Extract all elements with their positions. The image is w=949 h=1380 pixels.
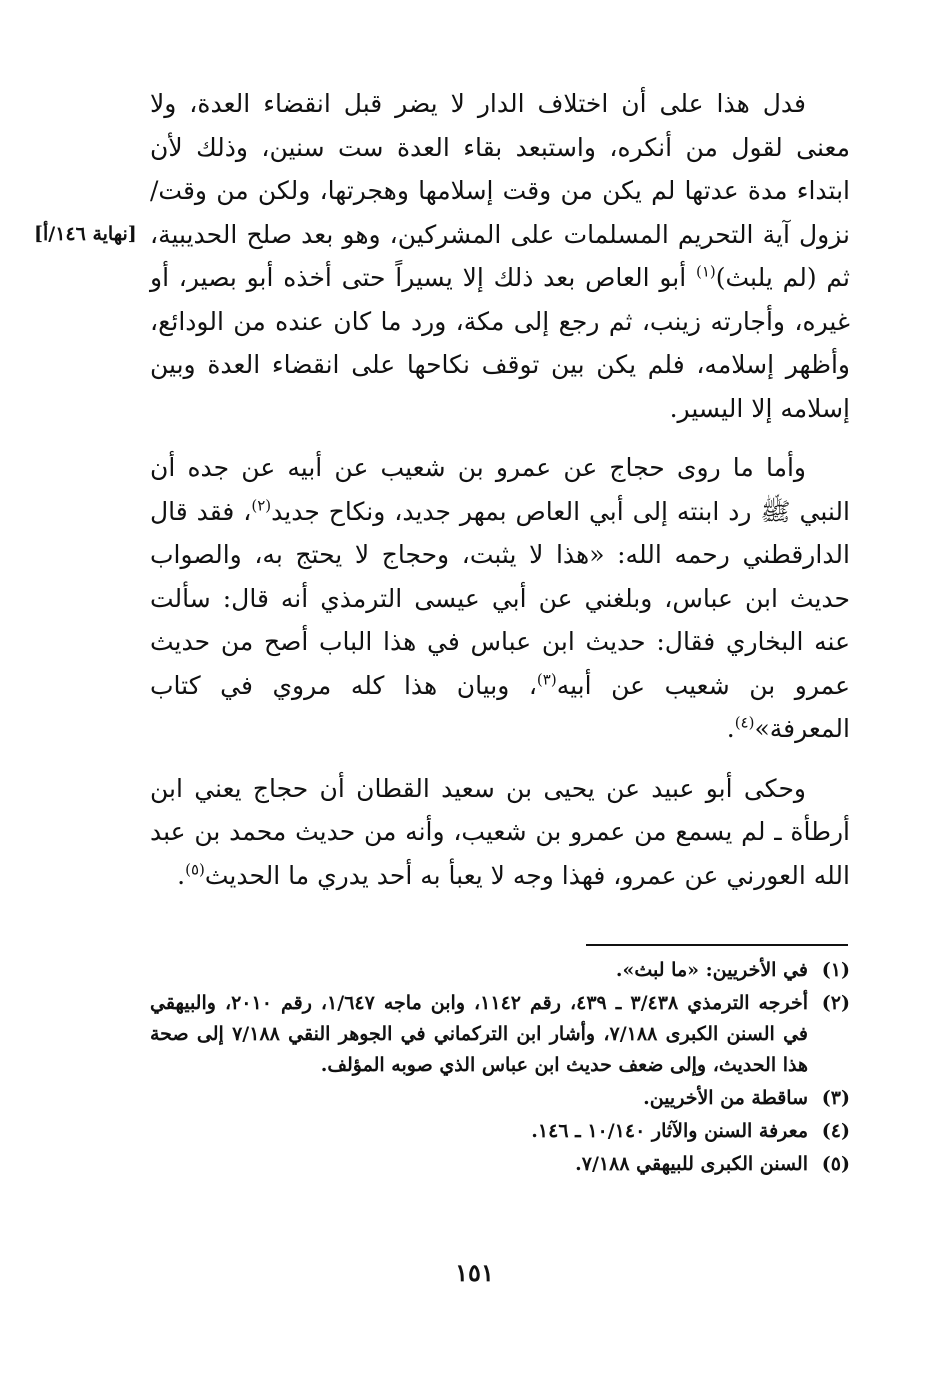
paragraph-1 bbox=[150, 82, 850, 430]
footnote-ref-5[interactable]: (٥) bbox=[185, 860, 205, 879]
footnote-number: (٤) bbox=[821, 1120, 850, 1142]
footnotes bbox=[150, 955, 850, 1182]
paragraph-2-text-c: ، وبيان هذا كله مروي في كتاب المعرفة» bbox=[150, 670, 850, 743]
paragraph-2-text-d: . bbox=[726, 714, 735, 743]
paragraph-1-text-b: أبو العاص بعد ذلك إلا يسيراً حتى أخذه أبو بصير، أو غيره، وأجارته زينب، ثم رجع إلى مكة، ورد ما كان عنده من الودائع، وأظهر إسلامه، فلم يكن بين توقف نكاحها على انقضاء العدة وبين إسلامه إلا اليسير. bbox=[150, 263, 850, 423]
page-number: ١٥١ bbox=[455, 1258, 494, 1287]
main-text bbox=[150, 82, 850, 897]
footnote-ref-3[interactable]: (٣) bbox=[536, 670, 557, 689]
paragraph-3-text-a: وحكى أبو عبيد عن يحيى بن سعيد القطان أن حجاج يعني ابن أرطأة ـ لم يسمع من عمرو بن شعيب، وأنه من حديث محمد بن عبد الله العورني عن عمرو، فهذا وجه لا يعبأ به أحد يدري ما الحديث bbox=[150, 773, 850, 890]
paragraph-2 bbox=[150, 446, 850, 751]
footnote-number: (٣) bbox=[821, 1087, 850, 1109]
footnote-5 bbox=[150, 1149, 850, 1180]
footnote-3 bbox=[150, 1083, 850, 1114]
footnote-ref-2[interactable]: (٢) bbox=[251, 496, 272, 515]
footnote-divider bbox=[586, 944, 848, 946]
footnote-1 bbox=[150, 955, 850, 986]
footnote-number: (٥) bbox=[821, 1153, 850, 1175]
paragraph-1-text-a: فدل هذا على أن اختلاف الدار لا يضر قبل انقضاء العدة، ولا معنى لقول من أنكره، واستبعد بقاء العدة ست سنين، وذلك لأن ابتداء مدة عدتها لم يكن من وقت إسلامها وهجرتها، ولكن من وقت/ نزول آية التحريم المسلمات على المشركين، وهو بعد صلح الحديبية، ثم (لم يلبث) bbox=[150, 89, 850, 292]
footnote-text: أخرجه الترمذي ٣/٤٣٨ ـ ٤٣٩، رقم ١١٤٢، وابن ماجه ١/٦٤٧، رقم ٢٠١٠، والبيهقي في السنن الكبرى ٧/١٨٨، وأشار ابن التركماني في الجوهر النقي ٧/١٨٨ إلى صحة هذا الحديث، وإلى ضعف حديث ابن عباس الذي صوبه المؤلف. bbox=[150, 992, 808, 1076]
footnote-2 bbox=[150, 988, 850, 1081]
footnote-text: السنن الكبرى للبيهقي ٧/١٨٨. bbox=[575, 1153, 808, 1175]
footnote-number: (١) bbox=[821, 959, 850, 981]
footnote-ref-1[interactable]: (١) bbox=[695, 262, 716, 281]
footnote-text: في الأخريين: «ما لبث». bbox=[615, 959, 808, 981]
paragraph-3-text-b: . bbox=[177, 860, 186, 890]
footnote-text: معرفة السنن والآثار ١٠/١٤٠ ـ ١٤٦. bbox=[531, 1120, 808, 1142]
footnote-text: ساقطة من الأخريين. bbox=[643, 1087, 808, 1109]
footnote-ref-4[interactable]: (٤) bbox=[734, 713, 755, 732]
paragraph-2-text-b: ، فقد قال الدارقطني رحمه الله: «هذا لا يثبت، وحجاج لا يحتج به، والصواب حديث ابن عباس، وبلغني عن أبي عيسى الترمذي أنه قال: سألت عنه البخاري فقال: حديث ابن عباس في هذا الباب أصح من حديث عمرو بن شعيب عن أبيه bbox=[150, 496, 850, 700]
paragraph-2-text-a: وأما ما روى حجاج عن عمرو بن شعيب عن أبيه عن جده أن النبي ﷺ رد ابنته إلى أبي العاص بمهر جديد، ونكاح جديد bbox=[150, 453, 850, 526]
paragraph-3 bbox=[150, 767, 850, 898]
footnote-number: (٢) bbox=[821, 992, 850, 1014]
manuscript-margin-note: [نهاية ١٤٦/أ] bbox=[34, 223, 137, 245]
footnote-4 bbox=[150, 1116, 850, 1147]
